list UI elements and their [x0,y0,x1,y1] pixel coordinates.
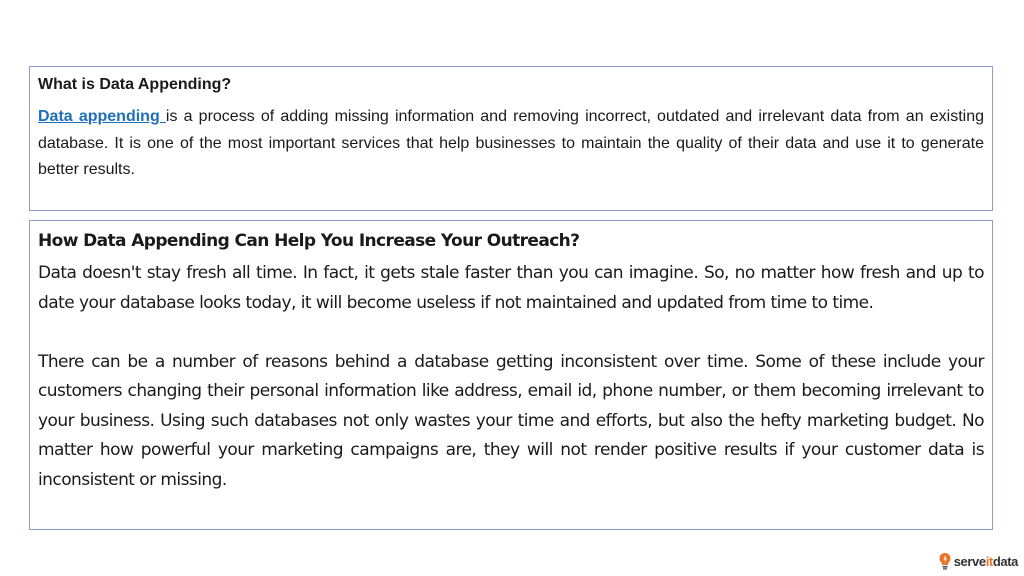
data-appending-link[interactable]: Data appending [38,108,166,125]
section-body-text: is a process of adding missing information and removing incorrect, outdated and irrelevant data from an existing database. It is one of the most important services that help businesses to maintain the quality of their data and use it to generate better results. [38,108,985,178]
serveitdata-logo [938,552,1018,570]
paragraph-2: There can be a number of reasons behind a database getting inconsistent over time. Some of these include your customers changing their personal information like address, email id, phone number, or them becoming irrelevant to your business. Using such databases not only wastes your time and efforts, but also the hefty marketing budget. No matter how powerful your marketing campaigns are, they will not render positive results if your customer data is inconsistent or missing. [38,351,984,490]
paragraph-1: Data doesn't stay fresh all time. In fact, it gets stale faster than you can imagine. So, no matter how fresh and up to date your database looks today, it will become useless if not maintained and updated from time to time. [38,263,984,313]
section-title: How Data Appending Can Help You Increase Your Outreach? [38,231,580,251]
logo-wordmark: serveitdata [953,553,1018,569]
what-is-data-appending-section [29,66,993,211]
section-body [38,104,984,184]
bulb-logo-icon [938,552,952,570]
outreach-section [29,220,993,530]
section-title: What is Data Appending? [38,76,232,93]
